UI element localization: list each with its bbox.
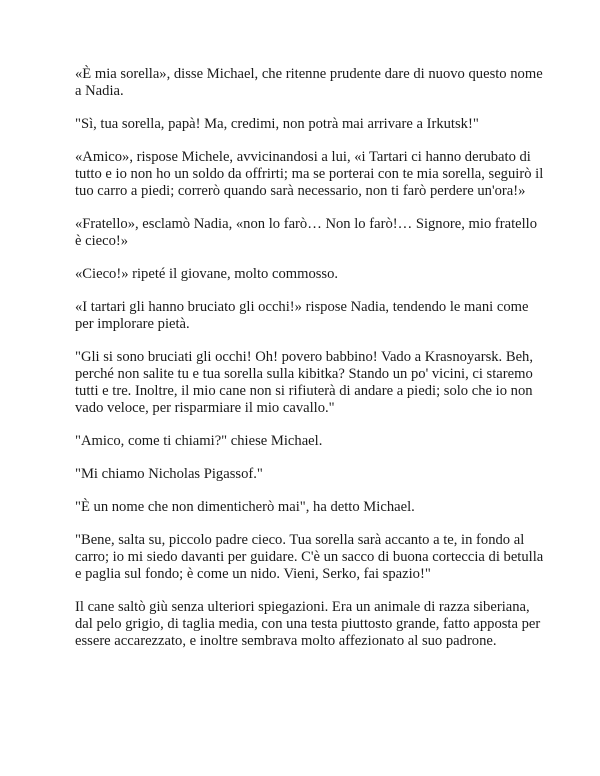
paragraph-3: «Amico», rispose Michele, avvicinandosi a lui, «i Tartari ci hanno derubato di tutto e io non ho un soldo da offrirti; ma se porterai con te mia sorella, seguirò il tuo carro a piedi; correrò quando sarà necessario, non ti farò perdere un'ora!» [75, 148, 544, 200]
paragraph-9: "Mi chiamo Nicholas Pigassof." [75, 466, 263, 482]
paragraph-8: "Amico, come ti chiami?" chiese Michael. [75, 433, 323, 450]
paragraph-1: «È mia sorella», disse Michael, che ritenne prudente dare di nuovo questo nome a Nadia. [75, 66, 543, 100]
paragraph-10: "È un nome che non dimenticherò mai", ha detto Michael. [75, 498, 415, 515]
paragraph-6: «I tartari gli hanno bruciato gli occhi!» rispose Nadia, tendendo le mani come per implorare pietà. [75, 298, 529, 332]
document-page [75, 66, 545, 666]
paragraph-5: «Cieco!» ripeté il giovane, molto commosso. [75, 266, 339, 282]
paragraph-11: "Bene, salta su, piccolo padre cieco. Tua sorella sarà accanto a te, in fondo al carro; io mi siedo davanti per guidare. C'è un sacco di buona corteccia di betulla e paglia sul fondo; è come un nido. Vieni, Serko, fai spazio!" [75, 531, 544, 582]
paragraph-7: "Gli si sono bruciati gli occhi! Oh! povero babbino! Vado a Krasnoyarsk. Beh, perché non salite tu e tua sorella sulla kibitka? Stando un po' vicini, ci staremo tutti e tre. Inoltre, il mio cane non si rifiuterà di andare a piedi; solo che io non vado veloce, per risparmiare il mio cavallo." [75, 348, 533, 417]
paragraph-4: «Fratello», esclamò Nadia, «non lo farò… Non lo farò!… Signore, mio fratello è cieco!» [75, 216, 538, 250]
paragraph-2: "Sì, tua sorella, papà! Ma, credimi, non potrà mai arrivare a Irkutsk!" [75, 116, 479, 132]
paragraph-12: Il cane saltò giù senza ulteriori spiegazioni. Era un animale di razza siberiana, dal pelo grigio, di taglia media, con una testa piuttosto grande, fatto apposta per essere accarezzato, e inoltre sembrava molto affezionato al suo padrone. [75, 598, 541, 650]
